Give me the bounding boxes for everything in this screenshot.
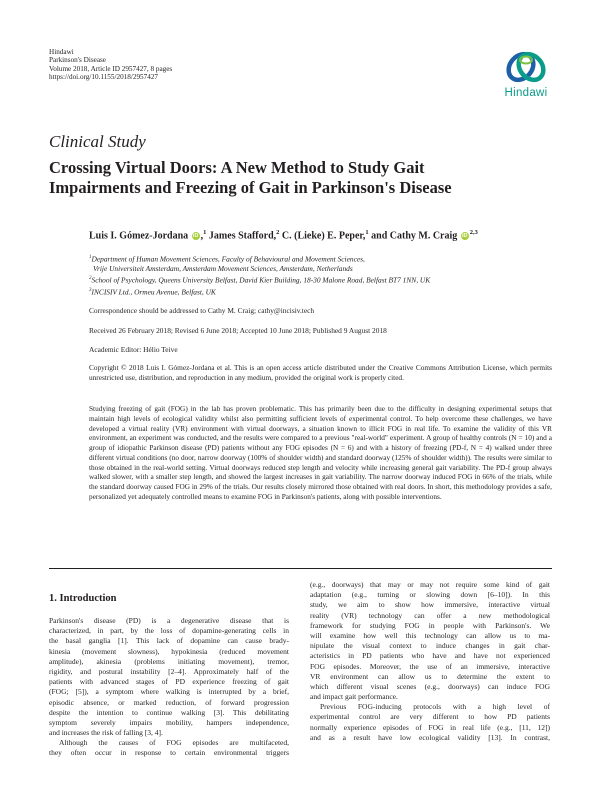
article-type: Clinical Study bbox=[49, 132, 146, 151]
affiliation-text: Vrije Universiteit Amsterdam, Amsterdam Movement Sciences, Amsterdam, Netherlands bbox=[93, 264, 353, 274]
academic-editor: Academic Editor: Hélio Teive bbox=[89, 345, 178, 354]
section-divider bbox=[49, 568, 552, 569]
affiliation-marker: 2 bbox=[89, 276, 92, 282]
body-line: rigidity, and postural instability [2–4]. Approximately half of the bbox=[49, 666, 289, 676]
affiliation-text: School of Psychology, Queens University Belfast, David Kier Building, 18-30 Malone Road, Belfast BT7 1NN, UK bbox=[91, 275, 431, 285]
body-line: acteristics in PD patients who have and have not experienced bbox=[310, 651, 550, 661]
body-column-right bbox=[310, 580, 550, 743]
hindawi-logo bbox=[497, 48, 555, 104]
body-column-left bbox=[49, 616, 289, 759]
doi-link[interactable]: https://doi.org/10.1155/2018/2957427 bbox=[49, 73, 159, 82]
author-name: C. (Lieke) E. Peper, bbox=[281, 230, 366, 242]
author-name: James Stafford, bbox=[208, 230, 277, 242]
volume-info: Volume 2018, Article ID 2957427, 8 pages bbox=[49, 64, 173, 73]
body-line: nipulate the visual context to induce changes in gait char- bbox=[310, 641, 550, 651]
body-line: and increases the risk of falling [3, 4]. bbox=[49, 728, 163, 738]
body-line: episodic absence, or marked reduction, of forward progression bbox=[49, 697, 289, 707]
author-affil-marker: 2,3 bbox=[469, 229, 478, 236]
copyright-notice: Copyright © 2018 Luis I. Gómez-Jordana et al. This is an open access article distributed under the Creative Commons Attribution License, which permits unrestricted use, distribution, and reproduction in any medium, provided the original work is properly cited. bbox=[89, 363, 552, 382]
orcid-icon[interactable]: iD bbox=[192, 233, 199, 240]
author-affil-marker: 1 bbox=[365, 229, 369, 236]
body-line: and as a result have low ecological validity [13]. In contrast, bbox=[310, 732, 550, 742]
body-line: study, we aim to show how immersive, interactive virtual bbox=[310, 600, 550, 610]
body-line: which different visual scenes (e.g., doorways) can induce FOG bbox=[310, 681, 550, 691]
orcid-icon[interactable]: iD bbox=[462, 233, 468, 240]
body-line: framework for studying FOG in people with Parkinson's. We bbox=[310, 620, 550, 630]
body-line: Although the causes of FOG episodes are multifaceted, bbox=[59, 738, 289, 748]
correspondence: Correspondence should be addressed to Cathy M. Craig; cathy@incisiv.tech bbox=[89, 306, 315, 315]
body-line: (FOG; [5]), a symptom where walking is interrupted by a brief, bbox=[49, 687, 289, 697]
body-line: the basal ganglia [1]. This lack of dopamine can cause brady- bbox=[49, 636, 289, 646]
body-line: (e.g., doorways) that may or may not require some kind of gait bbox=[310, 580, 550, 589]
title-line: Impairments and Freezing of Gait in Parkinson's Disease bbox=[49, 178, 452, 197]
section-heading-introduction: 1. Introduction bbox=[49, 593, 117, 604]
body-line: characterized, in part, by the loss of dopamine-generating cells in bbox=[49, 626, 289, 636]
affiliation-text: INCISIV Ltd., Ormeu Avenue, Belfast, UK bbox=[91, 287, 216, 297]
hindawi-logo-icon bbox=[506, 48, 546, 86]
affiliation-marker: 1 bbox=[89, 255, 92, 260]
body-line: adaptation (e.g., turning or slowing down [6–10]). In this bbox=[310, 590, 550, 600]
affiliation-text: Department of Human Movement Sciences, Faculty of Behavioural and Movement Sciences, bbox=[91, 254, 365, 264]
affiliation-line bbox=[89, 274, 430, 285]
publisher-name: Hindawi bbox=[49, 48, 74, 56]
body-line: despite the intention to continue walking [3]. This debilitating bbox=[49, 707, 289, 717]
body-line: they often occur in response to certain environmental triggers bbox=[49, 748, 289, 758]
affiliation-line bbox=[89, 286, 430, 297]
body-line: patients with advanced stages of PD experience freezing of gait bbox=[49, 677, 289, 687]
journal-name: Parkinson's Disease bbox=[49, 56, 106, 65]
article-dates: Received 26 February 2018; Revised 6 June 2018; Accepted 10 June 2018; Published 9 August 2018 bbox=[89, 326, 387, 335]
author-name: Luis I. Gómez-Jordana bbox=[89, 230, 189, 242]
author-affil-marker: 2 bbox=[276, 229, 280, 236]
body-line: amplitude), akinesia (problems initiating movement), tremor, bbox=[49, 656, 289, 666]
abstract: Studying freezing of gait (FOG) in the lab has proven problematic. This has primarily been due to the difficulty in designing experimental setups that maintain high levels of ecological validity whilst also permitting sufficient levels of experimental control. To help overcome these challenges, we have developed a virtual reality (VR) environment with virtual doorways, a situation known to illicit FOG in real life. To examine the validity of this VR environment, an experiment was conducted, and the results were compared to a previous "real-world" experiment. A group of healthy controls (N = 10) and a group of idiopathic Parkinson disease (PD) patients without any FOG episodes (N = 6) and with a history of freezing (PD-f, N = 4) walked under three different virtual conditions (no door, narrow doorway (100% of shoulder width) and standard doorway (125% of shoulder width)). The results were similar to those obtained in the real-world setting. Virtual doorways reduced step length and velocity while increasing general gait variability. The PD-f group always walked slower, with a smaller step length, and showed the largest increases in gait variability. The narrow doorway induced FOG in 66% of the trials, while the standard doorway caused FOG in 29% of the trials. Our results closely mirrored those obtained with real doors. In short, this methodology provides a safe, personalized yet adequately controlled means to examine FOG in Parkinson's patients, along with possible interventions. bbox=[89, 404, 552, 501]
body-line: kinesia (movement slowness), hypokinesia (reduced movement bbox=[49, 646, 289, 656]
body-line: reality (VR) technology can offer a new methodological bbox=[310, 610, 550, 620]
body-line: will examine how well this technology can allow us to ma- bbox=[310, 630, 550, 640]
author-list: Luis I. Gómez-Jordana iD ,$^1$ James Stafford,$^2$ C. (Lieke) E. Peper,$^1$ and Cathy M. Craig iD$^{2,3}$ bbox=[89, 229, 478, 242]
title-line: Crossing Virtual Doors: A New Method to Study Gait bbox=[49, 158, 425, 177]
body-line: experimental control are very different to how PD patients bbox=[310, 712, 550, 722]
affiliation-line bbox=[89, 264, 430, 274]
author-name: and Cathy M. Craig bbox=[371, 230, 458, 242]
body-line: and impact gait performance. bbox=[310, 692, 398, 702]
author-affil-marker: 1 bbox=[203, 229, 207, 236]
journal-header bbox=[49, 48, 172, 82]
affiliation-marker: 3 bbox=[89, 287, 92, 293]
body-line: symptom severely impairs mobility, hampers independence, bbox=[49, 717, 289, 727]
hindawi-logo-text: Hindawi bbox=[504, 87, 548, 99]
body-line: Previous FOG-inducing protocols with a high level of bbox=[320, 702, 550, 712]
body-line: normally experience episodes of FOG in real life (e.g., [11, 12]) bbox=[310, 722, 550, 732]
affiliation-line bbox=[89, 253, 430, 264]
body-line: Parkinson's disease (PD) is a degenerative disease that is bbox=[49, 616, 289, 625]
body-line: FOG episodes. Moreover, the use of an immersive, interactive bbox=[310, 661, 550, 671]
body-line: VR environment can allow us to determine the extent to bbox=[310, 671, 550, 681]
article-title bbox=[49, 158, 549, 198]
affiliations bbox=[89, 253, 430, 297]
